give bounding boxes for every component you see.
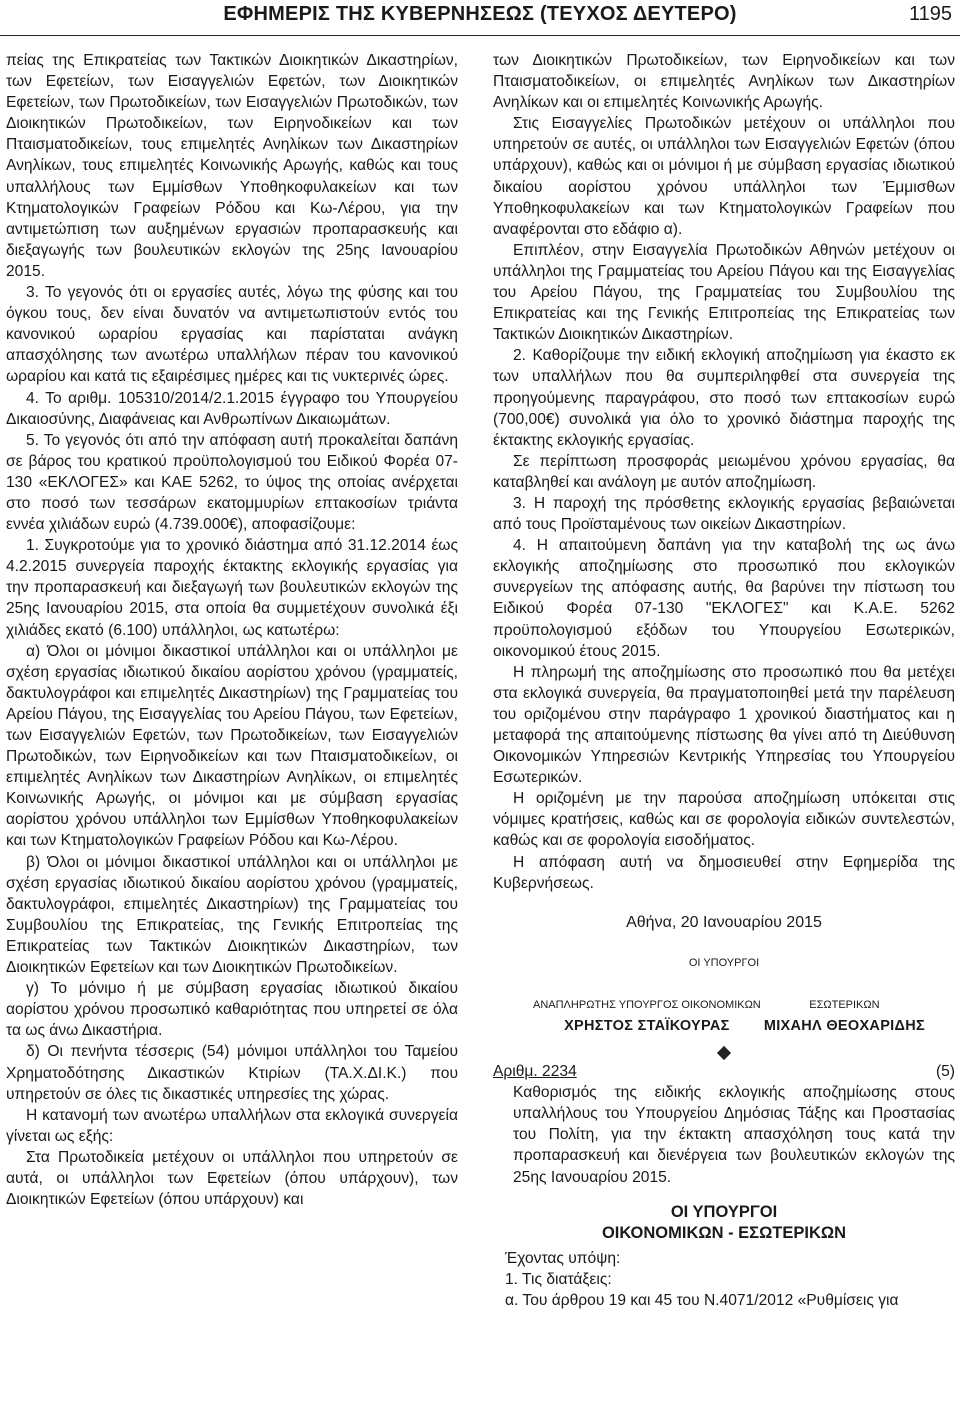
paragraph: β) Όλοι οι μόνιμοι δικαστικοί υπάλληλοι και οι υπάλληλοι με σχέση εργασίας ιδιωτικού δικαίου αορίστου χρόνου (γραμματείς, δακτυλογράφοι, επιμελητές Δικαστηρίων) της Γραμματείας του Συμβουλίου της Επικρατείας, της Γενικής Επιτροπείας της Επικρατείας των Τακτικών Διοικητικών Δικαστηρίων, των Διοικητικών Εφετείων και των Διοικητικών Πρωτοδικείων. [6, 853, 458, 977]
diamond-icon [717, 1046, 731, 1060]
signatory-role: ΕΣΩΤΕΡΙΚΩΝ [809, 998, 880, 1011]
signatory-name: ΧΡΗΣΤΟΣ ΣΤΑΪΚΟΥΡΑΣ [564, 1017, 730, 1034]
newspaper-title: ΕΦΗΜΕΡΙΣ ΤΗΣ ΚΥΒΕΡΝΗΣΕΩΣ (ΤΕΥΧΟΣ ΔΕΥΤΕΡΟ) [223, 3, 737, 25]
paragraph: 4. Η απαιτούμενη δαπάνη για την καταβολή της ως άνω εκλογικής αποζημίωσης στο προσωπικό που εκλογικών συνεργείων της απόφασης αυτής, θα βαρύνει την πίστωση του Ειδικού Φορέα 07-130 "ΕΚΛΟΓΕΣ" και Κ.Α.Ε. 5262 προϋπολογισμού εξόδων του Υπουργείου Εσωτερικών, οικονομικού έτους 2015. [493, 537, 955, 660]
signatories [493, 982, 955, 1037]
paragraph: 4. Το αριθμ. 105310/2014/2.1.2015 έγγραφο του Υπουργείου Δικαιοσύνης, Διαφάνειας και Ανθρωπίνων Δικαιωμάτων. [6, 389, 458, 428]
paragraph: α) Όλοι οι μόνιμοι δικαστικοί υπάλληλοι και οι υπάλληλοι με σχέση εργασίας ιδιωτικού δικαίου αορίστου χρόνου (γραμματείς, δακτυλογράφοι και επιμελητές Δικαστηρίων) της Γραμματείας του Αρείου Πάγου, της Εισαγγελίας του Αρείου Πάγου, των Εφετείων, των Εισαγγελιών Εφετών, των Πρωτοδικείων, των Εισαγγελιών Πρωτοδικών, των Ειρηνοδικείων και των Πταισματοδικείων, οι επιμελητές Ανηλίκων των Δικαστηρίων Ανηλίκων, οι επιμελητές Κοινωνικής Αρωγής, οι μόνιμοι και με σύμβαση εργασίας αορίστου χρόνου υπάλληλοι των Εμμίσθων Υποθηκοφυλακείων και των Κτηματολογικών Γραφείων Ρόδου και Κω-Λέρου. [6, 642, 458, 850]
paragraph: Η οριζομένη με την παρούσα αποζημίωση υπόκειται στις νόμιμες κρατήσεις, καθώς και σε φορολογία ειδικών συντελεστών, καθώς και σε φορολογία εισοδήματος. [493, 790, 955, 850]
paragraph: Στα Πρωτοδικεία μετέχουν οι υπάλληλοι που υπηρετούν σε αυτά, οι υπάλληλοι των Εφετείων (όπου υπάρχουν), των Διοικητικών Εφετείων (όπου υπάρχουν) και [6, 1148, 458, 1209]
left-column [6, 50, 458, 1420]
paragraph: Στις Εισαγγελίες Πρωτοδικών μετέχουν οι υπάλληλοι που υπηρετούν σε αυτές, οι υπάλληλοι των Εισαγγελιών Εφετών (όπου υπάρχουν), καθώς και οι μόνιμοι ή με σύμβαση εργασίας ιδιωτικού δικαίου αορίστου χρόνου υπάλληλοι των Έμμισθων Υποθηκοφυλακείων και των Κτηματολογικών Γραφείων που αναφέρονται στο εδάφιο α). [493, 115, 955, 238]
paragraph: Επιπλέον, στην Εισαγγελία Πρωτοδικών Αθηνών μετέχουν οι υπάλληλοι της Γραμματείας του Αρείου Πάγου και της Εισαγγελίας του Αρείου Πάγου, της Γραμματείας του Συμβουλίου της Επικρατείας και της Γενικής Επιτροπείας της Επικρατείας των Τακτικών Διοικητικών Δικαστηρίων. [493, 241, 955, 344]
paragraph: Σε περίπτωση προσφοράς μειωμένου χρόνου εργασίας, θα καταβληθεί και ανάλογη με αυτόν αποζημίωση. [493, 452, 955, 491]
paragraph: γ) Το μόνιμο ή με σύμβαση εργασίας ιδιωτικού δικαίου αορίστου χρόνου προσωπικό καθαριότητας που υπηρετεί σε όλα τα ως άνω Δικαστήρια. [6, 980, 458, 1040]
signature-block [493, 912, 955, 1037]
page-header [0, 0, 960, 36]
decision-title: Καθορισμός της ειδικής εκλογικής αποζημίωσης στους υπαλλήλους του Υπουργείου Δημόσιας Τάξης και Προστασίας του Πολίτη, για την έκτακτη απασχόληση τους κατά την προπαρασκευή και διενέργεια των βουλευτικών εκλογών της 25ης Ιανουαρίου 2015. [513, 1084, 955, 1186]
signatory-role: ΑΝΑΠΛΗΡΩΤΗΣ ΥΠΟΥΡΓΟΣ ΟΙΚΟΝΟΜΙΚΩΝ [533, 998, 761, 1011]
right-column [493, 50, 955, 1420]
heading-line: ΟΙΚΟΝΟΜΙΚΩΝ - ΕΣΩΤΕΡΙΚΩΝ [601, 1223, 847, 1242]
paragraph: δ) Οι πενήντα τέσσερις (54) μόνιμοι υπάλληλοι του Ταμείου Χρηματοδότησης Δικαστικών Κτιρίων (ΤΑ.Χ.ΔΙ.Κ.) που υπηρετούν σε όλες τις δικαστικές υπηρεσίες της χώρας. [6, 1043, 458, 1103]
paragraph: Η πληρωμή της αποζημίωσης στο προσωπικό που θα μετέχει στα εκλογικά συνεργεία, θα πραγματοποιηθεί μετά την παρέλευση του οριζομένου στην παράγραφο 1 χρονικού διαστήματος και η μεταφορά της απαιτούμενης πίστωσης θα γίνει από τη Διεύθυνση Οικονομικών Υπηρεσιών Κεντρικής Υπηρεσίας του Υπουργείου Εσωτερικών. [493, 663, 955, 787]
list-item: 1. Τις διατάξεις: [505, 1270, 612, 1288]
decision-header [493, 1061, 955, 1082]
paragraph: 5. Το γεγονός ότι από την απόφαση αυτή προκαλείται δαπάνη σε βάρος του κρατικού προϋπολογισμού του Ειδικού Φορέα 07-130 «ΕΚΛΟΓΕΣ» και ΚΑΕ 5262, το ύψος της οποίας ανέρχεται στο ποσό των τεσσάρων εκατομμυρίων επτακοσίων τριάντα εννέα χιλιάδων ευρώ (4.739.000€), αποφασίζουμε: [6, 431, 458, 534]
paragraph: 1. Συγκροτούμε για το χρονικό διάστημα από 31.12.2014 έως 4.2.2015 συνεργεία παροχής έκτακτης εκλογικής εργασίας για την προπαρασκευή και διεξαγωγή των βουλευτικών εκλογών της 25ης Ιανουαρίου 2015, στα οποία θα συμμετέχουν συνολικά έξι χιλιάδες εκατό (6.100) υπάλληλοι, ως κατωτέρω: [6, 537, 458, 639]
decision-sequence: (5) [935, 1063, 955, 1081]
paragraph: Η κατανομή των ανωτέρω υπαλλήλων στα εκλογικά συνεργεία γίνεται ως εξής: [6, 1106, 458, 1145]
signatory-right [764, 982, 925, 1037]
heading-line: ΟΙ ΥΠΟΥΡΓΟΙ [670, 1202, 778, 1221]
paragraph: Η απόφαση αυτή να δημοσιευθεί στην Εφημερίδα της Κυβερνήσεως. [493, 853, 955, 892]
paragraph: των Διοικητικών Πρωτοδικείων, των Ειρηνοδικείων και των Πταισματοδικείων, οι επιμελητές Ανηλίκων των Δικαστηρίων Ανηλίκων και οι επιμελητές Κοινωνικής Αρωγής. [493, 52, 955, 112]
paragraph: 2. Καθορίζουμε την ειδική εκλογική αποζημίωση για έκαστο εκ των υπαλλήλων που θα συμπεριληφθεί στα συνεργεία της προηγούμενης παραγράφου, στο ποσό των επτακοσίων ευρώ (700,00€) συνολικά για όλο το χρονικό διάστημα παροχής της έκτακτης εκλογικής εργασίας. [493, 347, 955, 449]
ministers-label: ΟΙ ΥΠΟΥΡΓΟΙ [688, 956, 760, 969]
signatory-left [533, 982, 761, 1037]
having-regard: Έχοντας υπόψη: [505, 1249, 621, 1267]
paragraph: 3. Το γεγονός ότι οι εργασίες αυτές, λόγω της φύσης και του όγκου τους, δεν είναι δυνατόν να αντιμετωπιστούν εντός του κανονικού ωραρίου εργασίας και παρίσταται ανάγκη απασχόλησης των ανωτέρω υπαλλήλων πέραν του κανονικού ωραρίου και κατά τις εξαιρέσιμες ημέρες και τις νυκτερινές ώρες. [6, 284, 458, 386]
paragraph: πείας της Επικρατείας των Τακτικών Διοικητικών Δικαστηρίων, των Εφετείων, των Εισαγγελιών Εφετών, των Διοικητικών Εφετείων, των Πρωτοδικείων, των Εισαγγελιών Πρωτοδικών, των Διοικητικών Πρωτοδικείων, των Ειρηνοδικείων και των Πταισματοδικείων, τους επιμελητές Ανηλίκων των Δικαστηρίων Ανηλίκων, τους επιμελητές Κοινωνικής Αρωγής, καθώς και τους υπαλλήλους των Εμμίσθων Υποθηκοφυλακείων και των Κτηματολογικών Γραφείων Ρόδου και Κω-Λέρου, για την αντιμετώπιση των αυξημένων εργασιών προπαρασκευής και διεξαγωγής των βουλευτικών εκλογών της 25ης Ιανουαρίου 2015. [6, 52, 458, 280]
list-item: α. Του άρθρου 19 και 45 του Ν.4071/2012 «Ρυθμίσεις για [505, 1291, 899, 1309]
signatory-name: ΜΙΧΑΗΛ ΘΕΟΧΑΡΙΔΗΣ [763, 1017, 925, 1034]
paragraph: 3. Η παροχή της πρόσθετης εκλογικής εργασίας βεβαιώνεται από τους Προϊσταμένους των οικείων Δικαστηρίων. [493, 494, 955, 534]
having-regard-block [493, 1248, 955, 1311]
decision-number: Αριθμ. 2234 [493, 1063, 577, 1081]
decision-heading [493, 1202, 955, 1244]
place-date: Αθήνα, 20 Ιανουαρίου 2015 [626, 913, 822, 931]
page-number: 1195 [908, 3, 952, 25]
separator [493, 1043, 955, 1055]
